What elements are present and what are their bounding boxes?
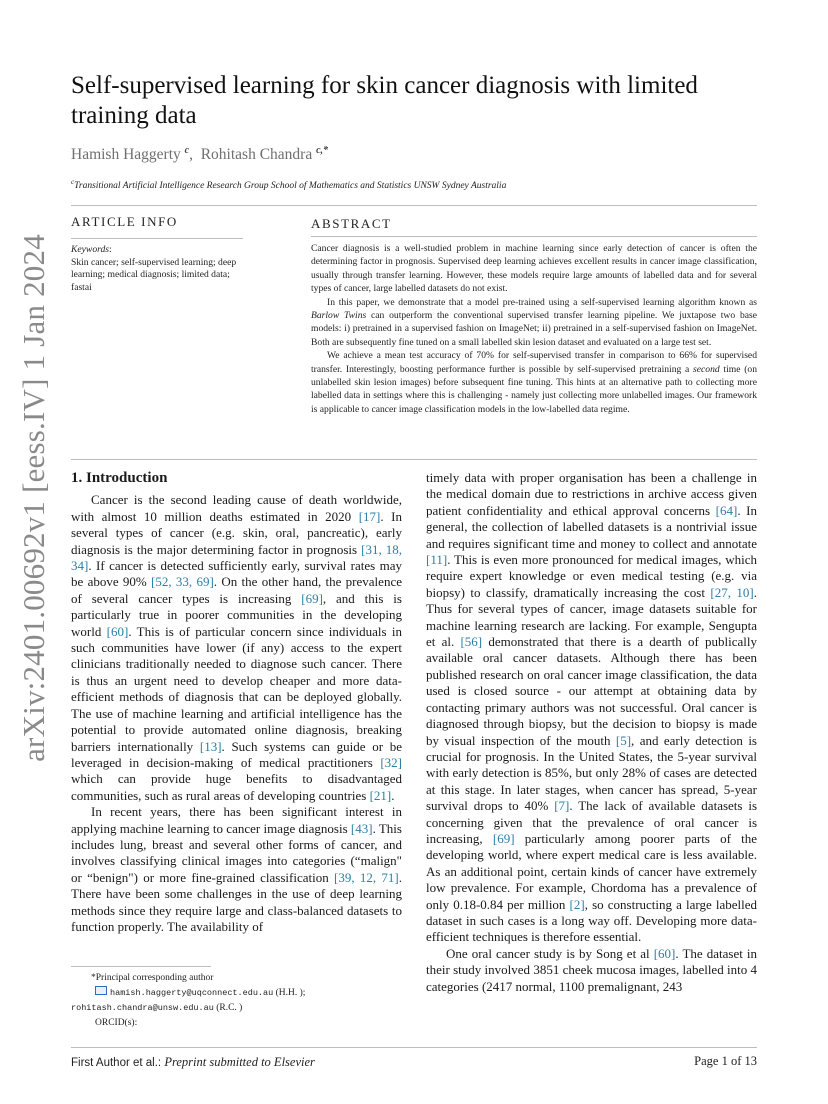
body-paragraph [426, 470, 757, 946]
body-text: demonstrated that there is a dearth of publically available oral cancer datasets. Although there has been published research on oral cancer image classification, the data used is closed source - our attempt at obtaining data by contacting primary authors was not successful. Oral cancer is diagnosed through biopsy, but the decision to biopsy is made by visual inspection of the mouth [426, 634, 758, 748]
footer-rule [71, 1047, 757, 1048]
left-column [71, 470, 402, 935]
divider [311, 236, 757, 237]
body-text: . This is of particular concern since individuals in such communities have lower (if any) access to the expert clinicians traditionally needed to diagnose such cancer. There is thus an urgent need to develop cheaper and more data-efficient methods of diagnosis that can be deployed globally. The use of machine learning and artificial intelligence has the potential to provide automated online diagnosis, breaking barriers internationally [71, 623, 402, 754]
footnote-orcid: ORCID(s): [95, 1018, 138, 1028]
citation-link[interactable]: [64] [715, 502, 738, 518]
citation-link[interactable]: [27, 10] [710, 584, 754, 600]
divider [71, 459, 757, 460]
body-text: . If cancer is detected sufficiently early, survival rates may be above 90% [71, 558, 402, 590]
article-info-heading: ARTICLE INFO [71, 214, 178, 229]
body-text: timely data with proper organisation has been a challenge in the medical domain due to restrictions in archive access given patient confidentiality and ethical approval concerns [426, 470, 757, 518]
body-text: . Such systems can guide or be leveraged in decision-making of medical practitioners [71, 738, 402, 770]
body-text: . In several types of cancer (e.g. skin, oral, pancreatic), early diagnosis is the major determining factor in prognosis [71, 508, 402, 557]
body-text: particularly among poorer parts of the developing world, where expert medical care is less available. As an additional point, certain kinds of cancer have extremely low prevalence. For example, Chordoma has a prevalence of only 0.18-0.84 per million [426, 830, 758, 912]
citation-link[interactable]: [69] [301, 590, 323, 606]
body-text: . The dataset in their study involved 3851 cheek mucosa images, labelled into 4 categories (2417 normal, 1100 premalignant, 243 [426, 945, 757, 994]
email-link[interactable]: hamish.haggerty@uqconnect.edu.au [110, 988, 274, 998]
section-heading: 1. Introduction [71, 470, 168, 486]
abstract-heading: ABSTRACT [311, 216, 392, 231]
citation-link[interactable]: [21] [369, 787, 392, 803]
keywords-list: Skin cancer; self-supervised learning; deep learning; medical diagnosis; limited data; fastai [71, 256, 237, 293]
citation-link[interactable]: [7] [554, 798, 570, 814]
author-name: Hamish Haggerty [71, 146, 181, 164]
email-link[interactable]: rohitash.chandra@unsw.edu.au [71, 1003, 214, 1013]
footnote-corresponding: *Principal corresponding author [91, 973, 214, 983]
divider [71, 238, 243, 239]
page-number: Page 1 of 13 [694, 1054, 757, 1068]
citation-link[interactable]: [43] [350, 820, 373, 836]
abstract-paragraph: Cancer diagnosis is a well-studied problem in machine learning since early detection of cancer is often the determining factor in prognosis. Supervised deep learning achieves excellent results in cancer image classification, usually through transfer learning. However, these models require large amounts of labelled data and for several types of cancer, large labelled datasets do not exist. [311, 243, 757, 295]
body-text: . On the other hand, the prevalence of several cancer types is increasing [71, 574, 402, 606]
abstract-paragraph: We achieve a mean test accuracy of 70% for self-supervised transfer in comparison to 66% for supervised transfer. Interestingly, boosting performance further is possible by self-supervised pretraining a second time (on unlabelled skin lesion images) before subsequent fine tuning. This hints at an alternative path to collecting more labelled data in settings where this is challenging - namely just collecting more unlabelled images. Our framework is applicable to cancer image classification models in the low-labelled data regime. [311, 350, 757, 415]
citation-link[interactable]: [52, 33, 69] [151, 574, 214, 590]
citation-link[interactable]: [17] [358, 508, 381, 524]
affiliation-mark: c [71, 178, 75, 186]
body-text: . In general, the collection of labelled datasets is a nontrivial issue and requires significant time and money to collect and annotate [426, 502, 757, 551]
body-text: . [391, 787, 395, 803]
citation-link[interactable]: [60] [653, 945, 676, 961]
body-paragraph [71, 492, 402, 804]
keywords-block: Keywords: Skin cancer; self-supervised learning; deep learning; medical diagnosis; limited data; fastai [71, 244, 251, 294]
author-name: Rohitash Chandra [200, 146, 313, 164]
affiliation-text: Transitional Artificial Intelligence Research Group School of Mathematics and Statistics UNSW Sydney Australia [74, 181, 507, 192]
citation-link[interactable]: [60] [106, 623, 129, 639]
citation-link[interactable]: [31, 18, 34] [71, 541, 402, 574]
footnote-rule [71, 966, 211, 967]
citation-link[interactable]: [39, 12, 71] [334, 869, 399, 885]
body-text: . This includes lung, breast and several other forms of cancer, and involves classifying clinical images into categories (“malign" or “benign") or more fine-grained classification [71, 820, 402, 885]
divider [71, 205, 757, 206]
author-affil-mark: c [184, 145, 190, 156]
paper-title: Self-supervised learning for skin cancer diagnosis with limited training data [71, 72, 698, 129]
keywords-label: Keywords [71, 244, 110, 255]
citation-link[interactable]: [56] [460, 634, 483, 650]
body-text: . This is even more pronounced for medical images, which require expert knowledge or even medical testing (e.g. via biopsy) to classify, dramatically increasing the cost [426, 552, 757, 600]
body-text: . The lack of available datasets is concerning given that the prevalence of oral cancer is increasing, [426, 798, 757, 846]
body-text: which can provide huge benefits to disadvantaged communities, such as rural areas of developing countries [71, 771, 402, 803]
citation-link[interactable]: [2] [569, 896, 585, 912]
affiliation [71, 178, 506, 191]
body-text: One oral cancer study is by Song et al [446, 945, 654, 961]
citation-link[interactable]: [11] [426, 552, 448, 568]
arxiv-stamp: arXiv:2401.00692v1 [eess.IV] 1 Jan 2024 [16, 234, 51, 762]
citation-link[interactable]: [13] [199, 738, 222, 754]
body-text: , and this is particularly true in poorer communities in the developing world [71, 590, 402, 639]
author-list [71, 145, 328, 164]
author-separator: , [189, 146, 193, 164]
body-text: . Thus for several types of cancer, image datasets suitable for machine learning research are lacking. For example, Sengupta et al. [426, 584, 757, 650]
citation-link[interactable]: [69] [492, 830, 515, 846]
abstract-body [311, 242, 757, 416]
citation-link[interactable]: [5] [615, 732, 632, 748]
body-text: Cancer is the second leading cause of death worldwide, with almost 10 million deaths estimated in 2020 [71, 492, 402, 524]
footnote [71, 971, 401, 1031]
body-text: . There have been some challenges in the use of deep learning methods since they require large and class-balanced datasets to function properly. The availability of [71, 869, 402, 934]
abstract-paragraph: In this paper, we demonstrate that a model pre-trained using a self-supervised learning algorithm known as Barlow Twins can outperform the conventional supervised transfer learning pipeline. We juxtapose two base models: i) pretrained in a supervised fashion on ImageNet; ii) pretrained in a self-supervised fashion on ImageNet. Both are subsequently fine tuned on a small labelled skin lesion dataset and evaluated on a large test set. [311, 296, 757, 348]
footnote-email-line: hamish.haggerty@uqconnect.edu.au (H.H. ); [71, 986, 401, 1001]
right-column [426, 470, 757, 995]
citation-link[interactable]: [32] [380, 754, 402, 770]
body-text: , and early detection is crucial for prognosis. In the United States, the 5-year survival with early detection is 85%, but only 28% of cases are detected at this stage. In later stages, when cancer has spread, 5-year survival drops to 40% [426, 732, 757, 814]
body-text: , so constructing a large labelled dataset in such cases is a long way off. Developing more data-efficient techniques is therefore essential. [426, 896, 757, 945]
body-text: In recent years, there has been significant interest in applying machine learning to cancer image diagnosis [71, 804, 402, 836]
author-affil-mark: c,* [316, 145, 329, 156]
envelope-icon [95, 986, 107, 995]
footnote-email-line: rohitash.chandra@unsw.edu.au (R.C. ) [71, 1003, 243, 1013]
body-paragraph [71, 804, 402, 935]
body-paragraph [426, 946, 757, 995]
footer-left: First Author et al.: Preprint submitted to Elsevier [71, 1055, 315, 1069]
